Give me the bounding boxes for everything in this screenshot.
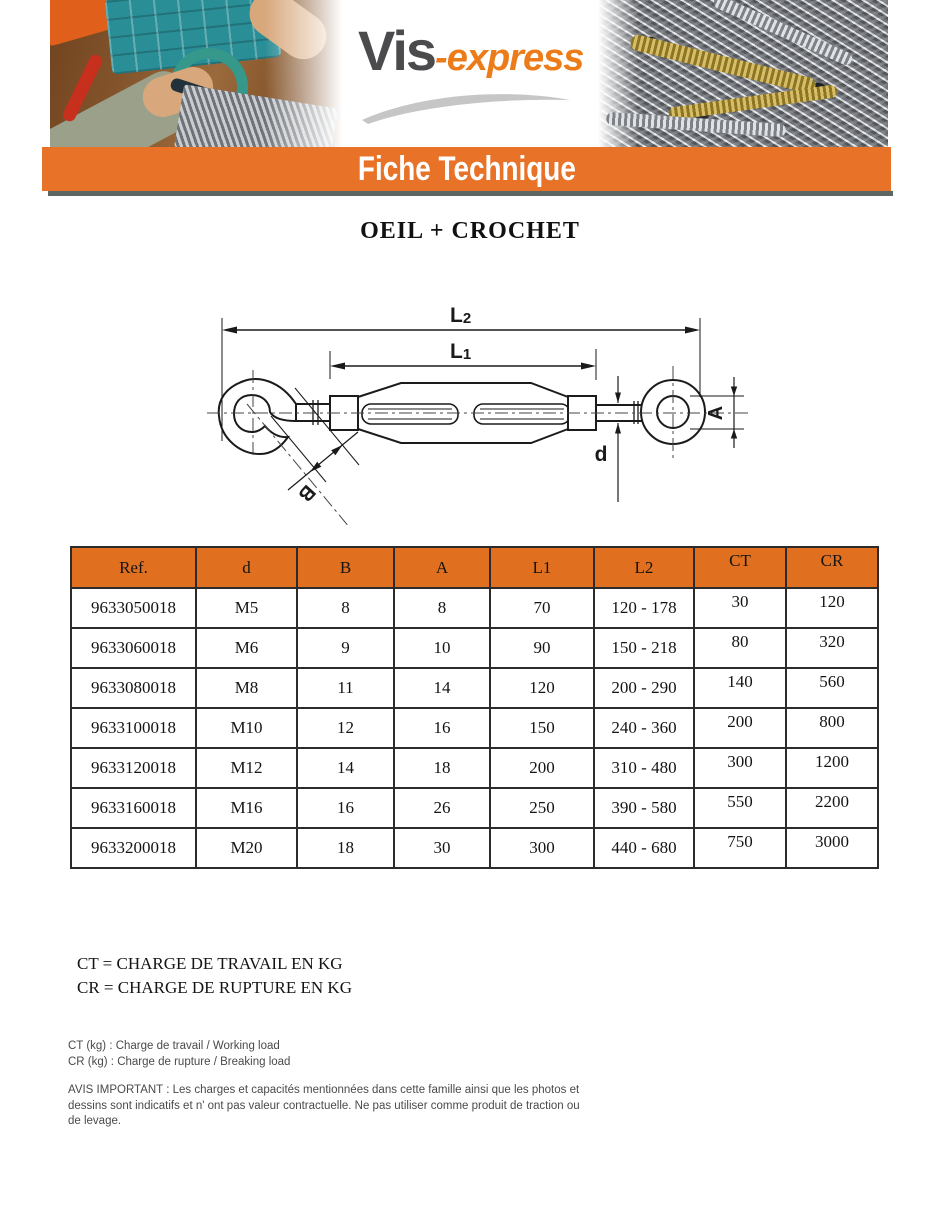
cell-ref: 9633120018 [71,748,196,788]
cell-b: 16 [297,788,394,828]
cell-b: 14 [297,748,394,788]
cell-a: 10 [394,628,490,668]
table-row [71,668,878,708]
notice-line: de levage. [68,1115,122,1127]
logo-text-vis: Vis [358,19,436,82]
cell-l1: 250 [490,788,594,828]
cell-a: 8 [394,588,490,628]
logo-text-express: -express [435,37,584,79]
cell-ref: 9633060018 [71,628,196,668]
dim-l1 [330,340,596,380]
cell-a: 30 [394,828,490,868]
dim-label-b: B [293,480,320,506]
col-header-d: d [196,547,297,588]
cell-l1: 150 [490,708,594,748]
cell-b: 9 [297,628,394,668]
cell-ct: 300 [694,748,786,788]
brass-screw-shape [629,33,817,94]
cell-a: 26 [394,788,490,828]
cell-a: 16 [394,708,490,748]
footnote-cr: CR (kg) : Charge de rupture / Breaking load [68,1056,291,1068]
red-tool-shape [61,53,104,123]
notice-line: dessins sont indicatifs et n' ont pas valeur contractuelle. Ne pas utiliser comme produit de traction ou [68,1099,580,1112]
cell-d: M16 [196,788,297,828]
logo-swoosh-icon [360,90,575,128]
hand-shape [241,0,336,68]
banner-title: Fiche Technique [357,149,576,188]
fiche-technique-banner [42,147,891,191]
spec-table [70,546,879,869]
brass-screw-shape [668,84,838,121]
legend [77,952,352,1000]
cell-l2: 310 - 480 [594,748,694,788]
footnotes [68,1038,290,1070]
workbench-photo [50,0,348,147]
cell-l1: 70 [490,588,594,628]
logo-area [348,0,598,147]
cell-a: 18 [394,748,490,788]
cell-a: 14 [394,668,490,708]
footnote-ct: CT (kg) : Charge de travail / Working load [68,1040,280,1052]
brand-logo [358,18,583,83]
header-row [71,547,878,588]
legend-line-cr: CR = CHARGE DE RUPTURE EN KG [77,978,352,997]
cell-l2: 120 - 178 [594,588,694,628]
col-header-l2: L2 [594,547,694,588]
table-row [71,588,878,628]
orange-tool-shape [50,0,118,47]
screws-photo [598,0,888,147]
dim-label-l2: L2 [450,304,472,327]
cell-ref: 9633200018 [71,828,196,868]
col-header-a: A [394,547,490,588]
hook-shape [219,379,331,454]
cell-d: M6 [196,628,297,668]
col-header-l1: L1 [490,547,594,588]
table-row [71,828,878,868]
dim-label-a: A [705,405,727,421]
cell-ct: 750 [694,828,786,868]
page-title: OEIL + CROCHET [360,218,580,244]
col-header-b: B [297,547,394,588]
cell-d: M5 [196,588,297,628]
sleeve-shape [50,64,201,147]
cell-l2: 240 - 360 [594,708,694,748]
cell-l2: 390 - 580 [594,788,694,828]
cell-ref: 9633080018 [71,668,196,708]
cell-ref: 9633160018 [71,788,196,828]
dim-label-l1: L1 [450,340,472,363]
cell-l1: 200 [490,748,594,788]
screwdriver-shape [169,77,219,104]
cell-cr: 1200 [786,748,878,788]
dim-label-d: d [594,443,608,466]
cell-l1: 90 [490,628,594,668]
spec-table-body [71,588,878,868]
cell-ref: 9633050018 [71,588,196,628]
cell-l2: 200 - 290 [594,668,694,708]
table-row [71,708,878,748]
cell-ct: 80 [694,628,786,668]
cell-l1: 300 [490,828,594,868]
cell-ct: 30 [694,588,786,628]
cell-ct: 200 [694,708,786,748]
cell-cr: 560 [786,668,878,708]
col-header-ct: CT [694,547,786,588]
cell-cr: 800 [786,708,878,748]
cell-d: M8 [196,668,297,708]
cell-cr: 3000 [786,828,878,868]
screw-tray-shape [174,84,338,147]
cell-l2: 150 - 218 [594,628,694,668]
technical-drawing [190,300,770,540]
cell-b: 11 [297,668,394,708]
table-row [71,788,878,828]
teal-ring-shape [164,42,254,132]
cell-ct: 550 [694,788,786,828]
silver-screw-shape [712,0,854,67]
legend-line-ct: CT = CHARGE DE TRAVAIL EN KG [77,954,343,973]
notice-line: AVIS IMPORTANT : Les charges et capacités mentionnées dans cette famille ainsi que les photos et [68,1084,580,1096]
cell-l1: 120 [490,668,594,708]
table-row [71,748,878,788]
table-row [71,628,878,668]
cell-cr: 320 [786,628,878,668]
cell-d: M10 [196,708,297,748]
cell-d: M20 [196,828,297,868]
cell-ct: 140 [694,668,786,708]
cell-cr: 120 [786,588,878,628]
cell-b: 18 [297,828,394,868]
eye-shape [596,380,705,444]
parts-organizer-shape [104,0,281,75]
col-header-ref: Ref. [71,547,196,588]
cell-ref: 9633100018 [71,708,196,748]
col-header-cr: CR [786,547,878,588]
important-notice [68,1083,580,1130]
cell-b: 12 [297,708,394,748]
cell-cr: 2200 [786,788,878,828]
cell-b: 8 [297,588,394,628]
banner-shadow-bar [48,191,893,196]
dim-d [595,376,621,502]
cell-l2: 440 - 680 [594,828,694,868]
hand-shape [138,62,219,122]
cell-d: M12 [196,748,297,788]
